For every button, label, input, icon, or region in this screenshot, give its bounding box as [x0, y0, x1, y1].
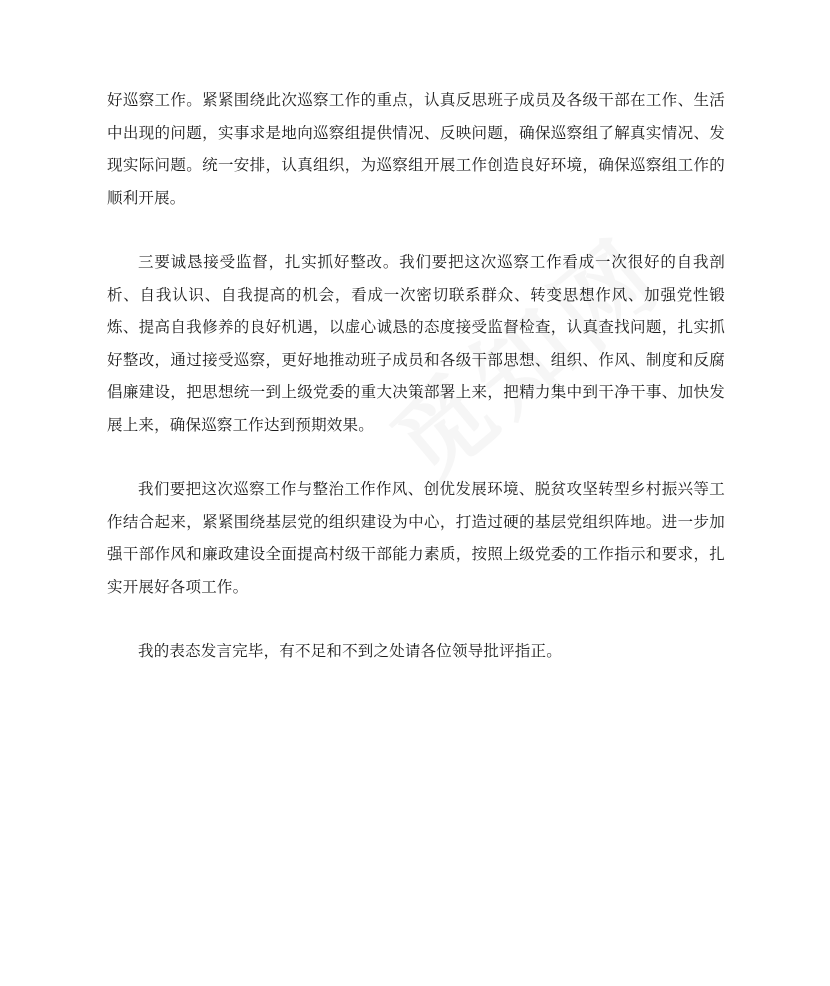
paragraph-3: 我们要把这次巡察工作与整治工作作风、创优发展环境、脱贫攻坚转型乡村振兴等工作结合起来，紧紧围绕基层党的组织建设为中心，打造过硬的基层党组织阵地。进一步加强干部作风和廉政建设全面提高村级干部能力素质，按照上级党委的工作指示和要求，扎实开展好各项工作。 [107, 480, 725, 596]
paragraph-1: 好巡察工作。紧紧围绕此次巡察工作的重点，认真反思班子成员及各级干部在工作、生活中出现的问题，实事求是地向巡察组提供情况、反映问题，确保巡察组了解真实情况、发现实际问题。统一安排，认真组织，为巡察组开展工作创造良好环境，确保巡察组工作的顺利开展。 [107, 91, 725, 207]
document-body [107, 84, 725, 700]
paragraph-4: 我的表态发言完毕，有不足和不到之处请各位领导批评指正。 [138, 642, 562, 660]
paragraph-2: 三要诚恳接受监督，扎实抓好整改。我们要把这次巡察工作看成一次很好的自我剖析、自我认识、自我提高的机会，看成一次密切联系群众、转变思想作风、加强党性锻炼、提高自我修养的良好机遇，以虚心诚恳的态度接受监督检查，认真查找问题，扎实抓好整改，通过接受巡察，更好地推动班子成员和各级干部思想、组织、作风、制度和反腐倡廉建设，把思想统一到上级党委的重大决策部署上来，把精力集中到干净干事、加快发展上来，确保巡察工作达到预期效果。 [107, 253, 725, 434]
